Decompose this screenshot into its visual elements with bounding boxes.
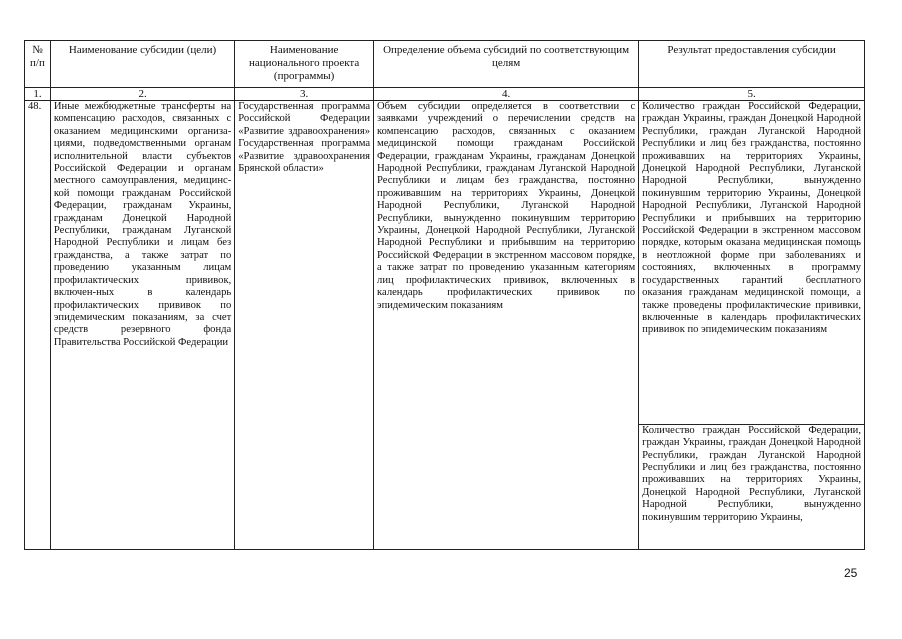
column-number: 3. <box>235 88 374 101</box>
column-number: 1. <box>25 88 51 101</box>
column-number-row <box>25 88 865 101</box>
header-number: № п/п <box>25 41 51 88</box>
volume-cell: Объем субсидии определяется в соответствии с заявками учреждений о перечислении средств на компенсацию расходов, связанных с оказанием медицинской помощи гражданам Российской Федерации, гражданам Украины, гражданам Донецкой Народной Республики, гражданам Луганской Народной Республики и лицам без гражданства, постоянно проживавшим на территориях Украины, Донецкой Народной Республики, Луганской Народной Республики, вынужденно покинувшим территорию Украины, Донецкой Народной Республики, Луганской Народной Республики и прибывшим на территорию Российской Федерации в экстренном массовом порядке, а также затрат по проведению указанным категориям лиц профилактических прививок, включенных в календарь профилактических прививок по эпидемическим показаниям <box>374 101 639 550</box>
result-cell: Количество граждан Российской Федерации, граждан Украины, граждан Донецкой Народной Республики, граждан Луганской Народной Республики и лиц без гражданства, постоянно проживавших на территориях Украины, Донецкой Народной Республики, Луганской Народной Республики, вынужденно покинувшим территорию Украины, Донецкой Народной Республики, Луганской Народной Республики и прибывших на территорию Российской Федерации в экстренном массовом порядке, которым оказана медицинская помощь в неотложной форме при заболеваниях и состояниях, включенных в программу государственных гарантий бесплатного оказания гражданам медицинской помощи, а также проведены профилактические прививки, включенные в календарь профилактических прививок по эпидемическим показаниям <box>639 101 865 425</box>
header-volume: Определение объема субсидий по соответствующим целям <box>374 41 639 88</box>
row-number: 48. <box>25 101 51 550</box>
subsidy-name-cell: Иные межбюджетные трансферты на компенсацию расходов, связанных с оказанием медицинскими организа-циями, подведомственными органам исполнительной власти субъектов Российской Федерации и органам местного самоуправления, медицинс-кой помощи гражданам Российской Федерации, гражданам Украины, гражданам Донецкой Народной Республики, гражданам Луганской Народной Республики и лицам без гражданства, а также затрат по проведению указанным лицам профилактических прививок, включен-ных в календарь профилактических прививок по эпидемическим показаниям, за счет средств резервного фонда Правительства Российской Федерации <box>50 101 234 550</box>
header-project: Наименование национального проекта (программы) <box>235 41 374 88</box>
result-cell: Количество граждан Российской Федерации, граждан Украины, граждан Донецкой Народной Республики, граждан Луганской Народной Республики и лиц без гражданства, постоянно проживавших на территориях Украины, Донецкой Народной Республики, Луганской Народной Республики, вынужденно покинувшим территорию Украины, <box>639 424 865 549</box>
header-subsidy-name: Наименование субсидии (цели) <box>50 41 234 88</box>
column-number: 5. <box>639 88 865 101</box>
table-row <box>25 101 865 425</box>
header-result: Результат предоставления субсидии <box>639 41 865 88</box>
header-row <box>25 41 865 88</box>
column-number: 2. <box>50 88 234 101</box>
column-number: 4. <box>374 88 639 101</box>
subsidy-table <box>24 40 865 550</box>
page-number: 25 <box>844 566 858 580</box>
project-cell: Государственная программа Российской Федерации «Развитие здравоохранения» Государственная программа «Развитие здравоохранения Брянской области» <box>235 101 374 550</box>
